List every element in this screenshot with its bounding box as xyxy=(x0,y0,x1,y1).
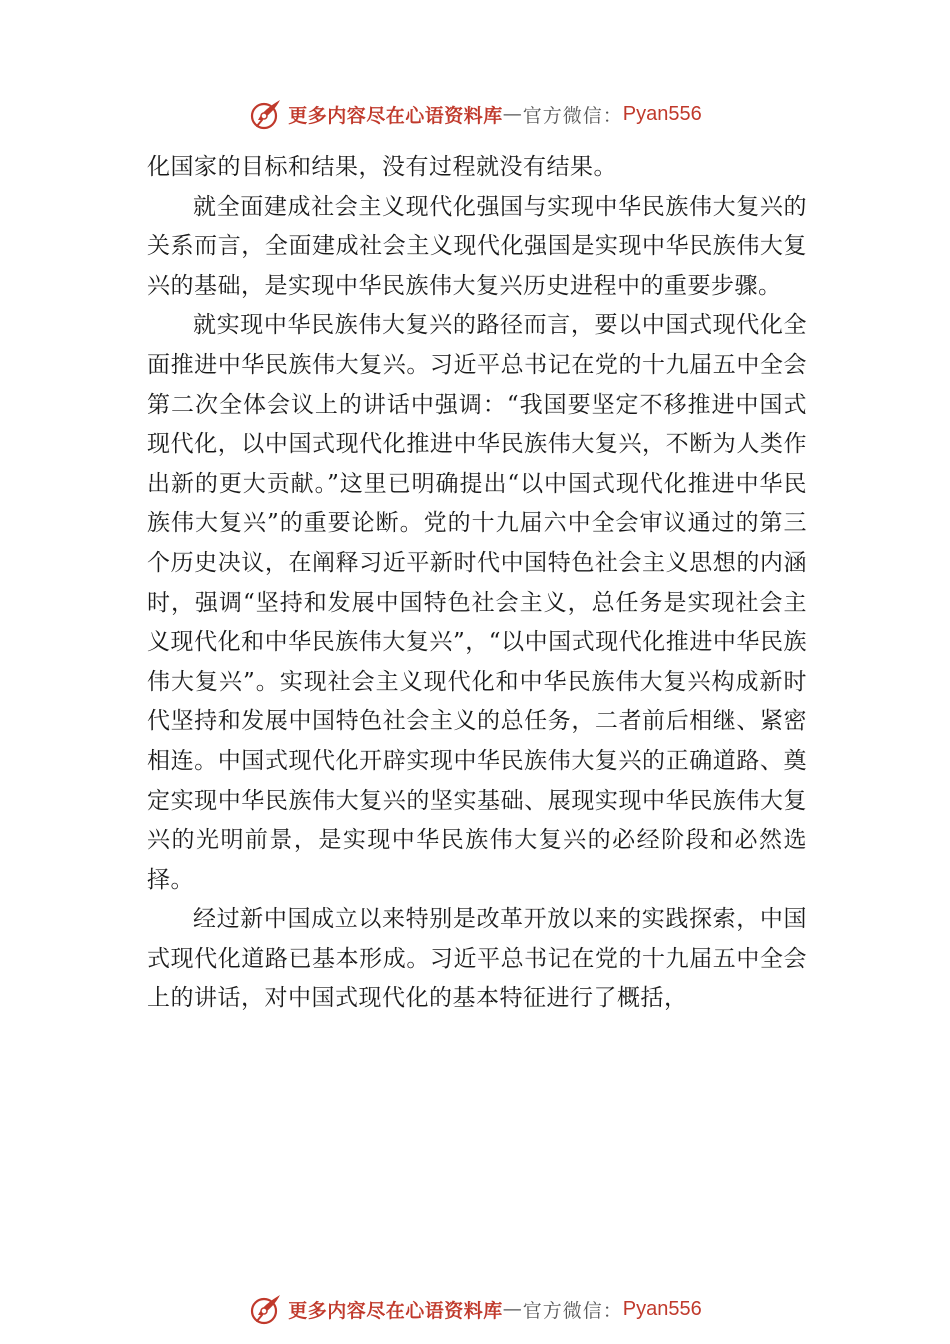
quill-logo-icon xyxy=(248,96,284,132)
watermark-label: 官方微信： xyxy=(522,1299,623,1322)
footer-watermark xyxy=(0,1289,950,1329)
watermark-brand: 更多内容尽在心语资料库 xyxy=(288,1299,503,1322)
paragraph-relationship: 就全面建成社会主义现代化强国与实现中华民族伟大复兴的关系而言，全面建成社会主义现代化强国是实现中华民族伟大复兴的基础，是实现中华民族伟大复兴历史进程中的重要步骤。 xyxy=(147,193,807,299)
watermark-wechat-id: Pyan556 xyxy=(622,102,702,125)
paragraph-practice: 经过新中国成立以来特别是改革开放以来的实践探索，中国式现代化道路已基本形成。习近平总书记在党的十九届五中全会上的讲话，对中国式现代化的基本特征进行了概括， xyxy=(147,906,807,1012)
quill-logo-icon xyxy=(248,1291,284,1327)
paragraph-continuation: 化国家的目标和结果，没有过程就没有结果。 xyxy=(147,154,617,180)
watermark-separator: — xyxy=(502,103,523,125)
watermark-label: 官方微信： xyxy=(522,104,623,127)
watermark-separator: — xyxy=(502,1298,523,1320)
watermark-brand: 更多内容尽在心语资料库 xyxy=(288,104,503,127)
header-watermark xyxy=(0,94,950,134)
document-body xyxy=(147,148,807,1019)
watermark-wechat-id: Pyan556 xyxy=(622,1297,702,1320)
paragraph-path: 就实现中华民族伟大复兴的路径而言，要以中国式现代化全面推进中华民族伟大复兴。习近平总书记在党的十九届五中全会第二次全体会议上的讲话中强调：“我国要坚定不移推进中国式现代化，以中国式现代化推进中华民族伟大复兴，不断为人类作出新的更大贡献。”这里已明确提出“以中国式现代化推进中华民族伟大复兴”的重要论断。党的十九届六中全会审议通过的第三个历史决议，在阐释习近平新时代中国特色社会主义思想的内涵时，强调“坚持和发展中国特色社会主义，总任务是实现社会主义现代化和中华民族伟大复兴”，“以中国式现代化推进中华民族伟大复兴”。实现社会主义现代化和中华民族伟大复兴构成新时代坚持和发展中国特色社会主义的总任务，二者前后相继、紧密相连。中国式现代化开辟实现中华民族伟大复兴的正确道路、奠定实现中华民族伟大复兴的坚实基础、展现实现中华民族伟大复兴的光明前景，是实现中华民族伟大复兴的必经阶段和必然选择。 xyxy=(147,312,807,893)
